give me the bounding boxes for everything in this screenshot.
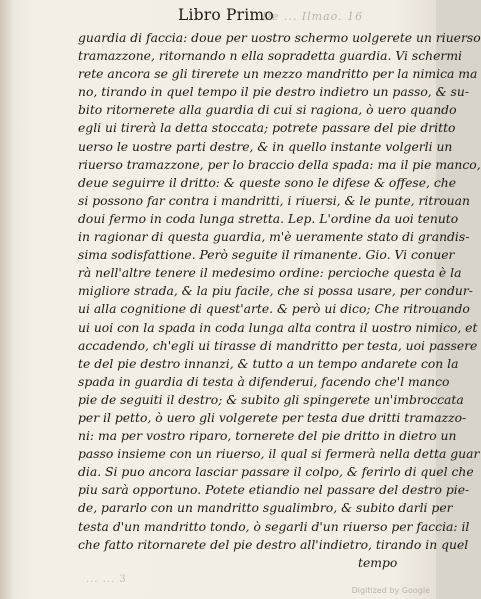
text-line: doui fermo in coda lunga stretta. Lep. L'ordine da uoi tenuto (78, 211, 459, 226)
text-line: rete ancora se gli tirerete un mezzo mandritto per la nimica ma (78, 67, 478, 82)
text-line: tramazzone, ritornando n ella sopradetta guardia. Vi schermi (78, 49, 462, 64)
bleed-through-footer: ... ... 3 (86, 574, 127, 585)
gutter-shadow (0, 0, 14, 599)
text-line: per il petto, ò uero gli volgerete per testa due dritti tramazzo- (78, 410, 467, 425)
text-line: pie de seguiti il destro; & subito gli spingerete un'imbroccata (78, 392, 464, 407)
text-line: testa d'un mandritto tondo, ò segarli d'un riuerso per faccia: il (78, 519, 470, 534)
text-line: deue seguirre il dritto: & queste sono le difese & offese, che (78, 175, 457, 190)
text-line: accadendo, ch'egli ui tirasse di mandritto per testa, uoi passere (78, 338, 478, 353)
text-line: ui uoi con la spada in coda lunga alta contra il uostro nimico, et (78, 320, 478, 335)
text-line: ni: ma per vostro riparo, tornerete del pie dritto in dietro un (78, 429, 457, 444)
running-head: Libro Primo (178, 6, 274, 24)
text-line: te del pie destro innanzi, & tutto a un tempo andarete con la (78, 356, 459, 371)
text-line: si possono far contra i mandritti, i riuersi, & le punte, ritrouan (78, 193, 470, 208)
bleed-through-header: De ... Ilmao. 16 (262, 10, 364, 23)
text-line: ui alla cognitione di quest'arte. & però ui dico; Che ritrouando (78, 302, 470, 317)
catchword: tempo (358, 555, 398, 570)
text-line: uerso le uostre parti destre, & in quello instante volgerli un (78, 139, 453, 154)
text-line: egli ui tirerà la detta stoccata; potrete passare del pie dritto (78, 121, 456, 136)
text-line: che fatto ritornarete del pie destro all'indietro, tirando in quel (78, 537, 469, 552)
text-line: passo insieme con un riuerso, il qual si fermerà nella detta guar (78, 447, 480, 462)
text-line: piu sarà opportuno. Potete etiandio nel passare del destro pie- (78, 483, 470, 498)
text-line: migliore strada, & la piu facile, che si possa usare, per condur- (78, 284, 473, 299)
text-line: de, pararlo con un mandritto sgualimbro, & subito darli per (78, 501, 453, 516)
body-text (78, 29, 481, 572)
text-line: guardia di faccia: doue per uostro schermo uolgerete un riuerso (78, 31, 481, 45)
text-line: rà nell'altre tenere il medesimo ordine: percioche questa è la (78, 266, 462, 281)
digitization-watermark: Digitized by Google (351, 586, 430, 595)
text-line: no, tirando in quel tempo il pie destro indietro un passo, & su- (78, 85, 470, 100)
text-line: dia. Si puo ancora lasciar passare il colpo, & ferirlo di quel che (78, 465, 474, 480)
text-line: spada in guardia di testa à difenderui, facendo che'l manco (78, 374, 450, 389)
text-line: sima sodisfattione. Però seguite il rimanente. Gio. Vi conuer (78, 248, 455, 263)
text-line: riuerso tramazzone, per lo braccio della spada: ma il pie manco, (78, 157, 481, 172)
text-line: in ragionar di questa guardia, m'è ueramente stato di grandis- (78, 230, 470, 245)
text-line: bito ritornerete alla guardia di cui si ragiona, ò uero quando (78, 103, 457, 118)
